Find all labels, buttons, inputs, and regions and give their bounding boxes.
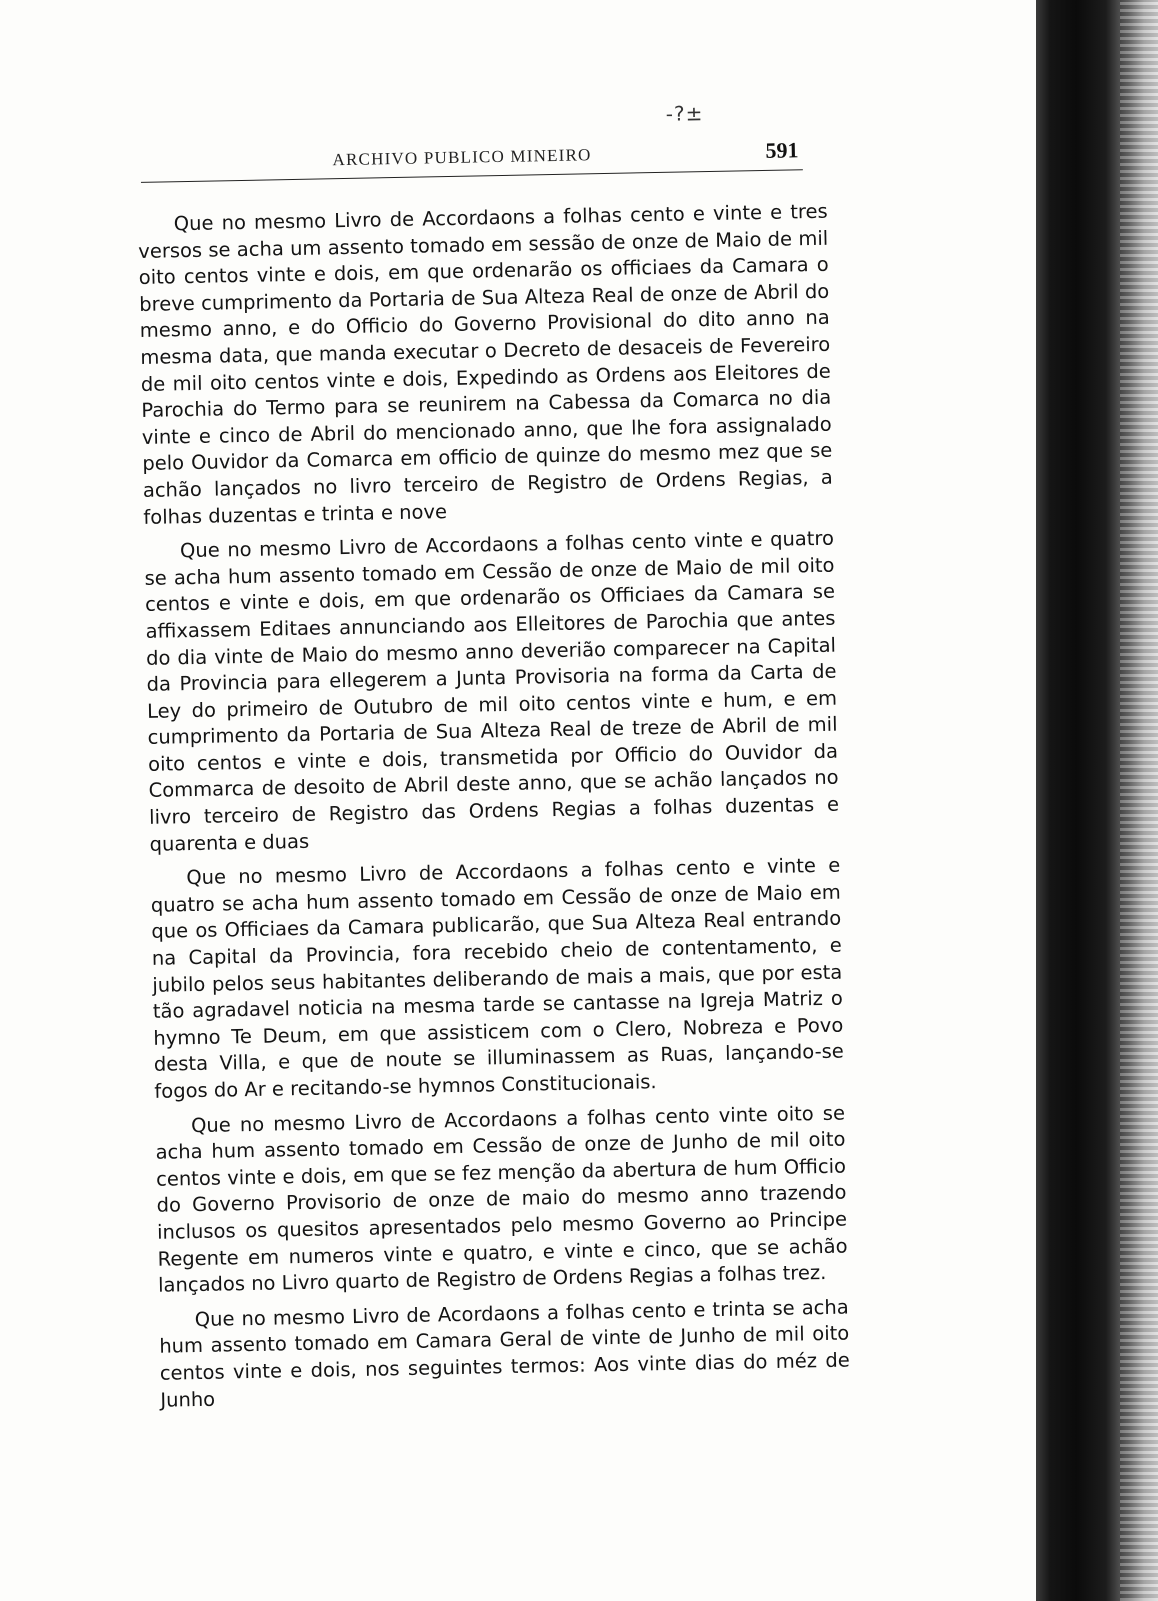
paragraph: Que no mesmo Livro de Accordaons a folhas cento e vinte e tres versos se acha um assento tomado em sessão de onze de Maio de mil oito centos vinte e dois, em que ordenarão os officiaes da Camara o breve cumprimento da Portaria de Sua Alteza Real de onze de Abril do mesmo anno, e do Officio do Governo Provisional do dito anno na mesma data, que manda executar o Decreto de desaceis de Fevereiro de mil oito centos vinte e dois, Expedindo as Ordens aos Eleitores de Parochia do Termo para se reunirem na Cabessa da Comarca no dia vinte e cinco de Abril do mencionado anno, que lhe fora assignalado pelo Ouvidor da Comarca em officio de quinze do mesmo mez que se achão lançados no livro terceiro de Registro de Ordens Regias, a folhas duzentas e trinta e nove	[138, 199, 833, 529]
paragraph: Que no mesmo Livro de Accordaons a folhas cento vinte oito se acha hum assento tomado em Cessão de onze de Junho de mil oito centos vinte e dois, em que se fez menção da abertura de hum Officio do Governo Provisorio de onze de maio do mesmo anno trazendo inclusos os quesitos apresentados pelo mesmo Governo ao Principe Regente em numeros vinte e quatro, e vinte e cinco, que se achão lançados no Livro quarto de Registro de Ordens Regias a folhas trez.	[155, 1101, 848, 1297]
paragraph: Que no mesmo Livro de Accordaons a folhas cento vinte e quatro se acha hum assento tomado em Cessão de onze de Maio de mil oito centos e vinte e dois, em que ordenarão os Officiaes da Camara se affixassem Editaes annunciando aos Elleitores de Parochia que antes do dia vinte de Maio do mesmo anno deverião comparecer na Capital da Provincia para ellegerem a Junta Provisoria na forma da Carta de Ley do primeiro de Outubro de mil oito centos vinte e hum, e em cumprimento da Portaria de Sua Alteza Real de treze de Abril de mil oito centos e vinte e dois, transmetida por Officio do Ouvidor da Commarca de desoito de Abril deste anno, que se achão lançados no livro terceiro de Registro das Ordens Regias a folhas duzentas e quarenta e duas	[144, 526, 840, 856]
handwritten-mark: -?±	[665, 101, 704, 126]
page-number: 591	[765, 137, 799, 163]
paragraph: Que no mesmo Livro de Accordaons a folhas cento e vinte e quatro se acha hum assento tomado em Cessão de onze de Maio em que os Officiaes da Camara publicarão, que Sua Alteza Real entrando na Capital da Provincia, fora recebido cheio de contentamento, e jubilo pelos seus habitantes deliberando de mais a mais, que por esta tão agradavel noticia na mesma tarde se cantasse na Igreja Matriz o hymno Te Deum, em que assisticem com o Clero, Nobreza e Povo desta Villa, e que de noute se illuminassem as Ruas, lançando-se fogos do Ar e recitando-se hymnos Constitucionais.	[150, 853, 845, 1103]
header-rule	[141, 169, 803, 183]
body-text	[138, 199, 851, 1414]
running-head: ARCHIVO PUBLICO MINEIRO	[332, 145, 592, 170]
paragraph: Que no mesmo Livro de Acordaons a folhas cento e trinta se acha hum assento tomado em Camara Geral de vinte de Junho de mil oito centos vinte e dois, nos seguintes termos: Aos vinte dias do méz de Junho	[159, 1295, 850, 1412]
page-header	[136, 101, 827, 184]
page-content	[136, 101, 851, 1422]
binding-speckle	[1120, 0, 1158, 1601]
